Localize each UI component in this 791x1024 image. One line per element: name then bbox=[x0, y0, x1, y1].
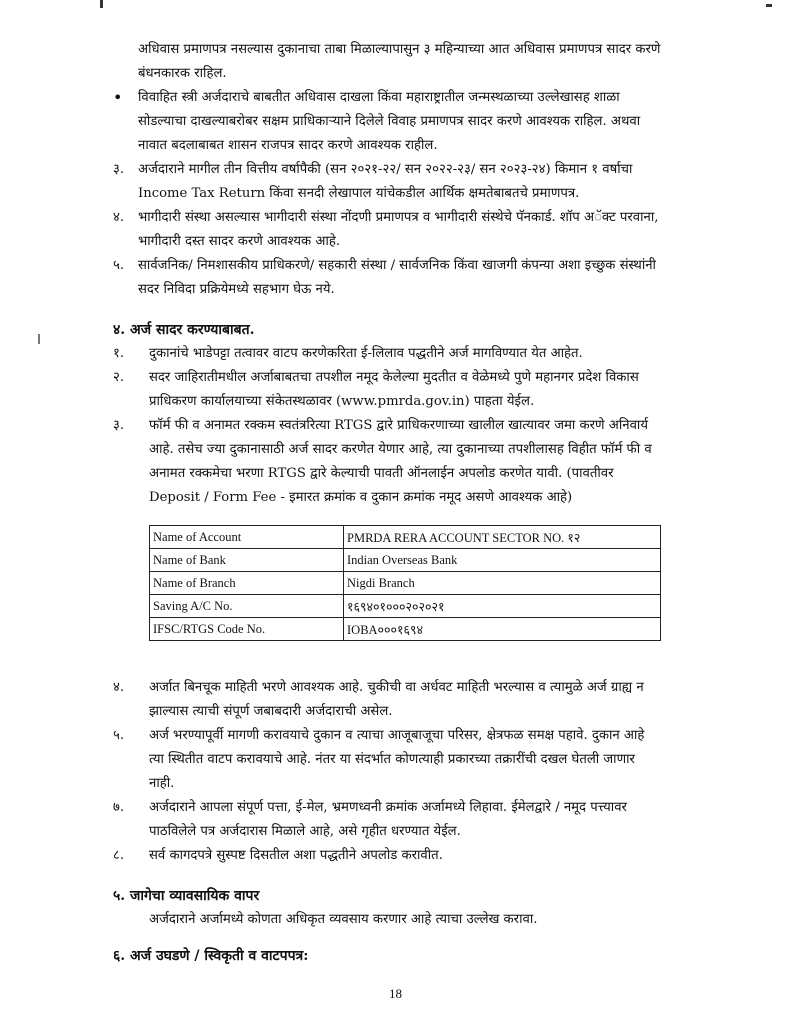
list-number: ५. bbox=[113, 258, 125, 273]
scan-mark bbox=[100, 0, 103, 8]
bullet-dot: • bbox=[113, 88, 123, 107]
list-number: ३. bbox=[113, 418, 125, 433]
scan-mark bbox=[38, 334, 40, 344]
list-number: २. bbox=[113, 370, 125, 385]
table-value: Indian Overseas Bank bbox=[344, 549, 661, 572]
list-number: ५. bbox=[113, 728, 125, 743]
list-item: दुकानांचे भाडेपट्टा तत्वावर वाटप करणेकरिता ई-लिलाव पद्धतीने अर्ज मागविण्यात येत आहेत. bbox=[149, 346, 583, 361]
bank-details-table bbox=[149, 525, 661, 641]
list-item: अर्जदाराने आपला संपूर्ण पत्ता, ई-मेल, भ्रमणध्वनी क्रमांक अर्जामध्ये लिहावा. ईमेलद्वारे / नमूद पत्त्यावर पाठविलेले पत्र अर्जदारास मिळाले आहे, असे गृहीत धरण्यात येईल. bbox=[149, 800, 627, 839]
table-row bbox=[150, 618, 661, 641]
page-number: 18 bbox=[389, 986, 402, 1001]
married-woman-note: विवाहित स्त्री अर्जदाराचे बाबतीत अधिवास दाखला किंवा महाराष्ट्रातील जन्मस्थळाच्या उल्लेखासह शाळा सोडल्याचा दाखल्याबरोबर सक्षम प्राधिकाऱ्याने दिलेले विवाह प्रमाणपत्र सादर करणे आवश्यक राहिल. अथवा नावात बदलाबाबत शासन राजपत्र सादर करणे आवश्यक राहील. bbox=[138, 90, 641, 153]
list-item: फॉर्म फी व अनामत रक्कम स्वतंत्ररित्या RTGS द्वारे प्राधिकरणाच्या खालील खात्यावर जमा करणे अनिवार्य आहे. तसेच ज्या दुकानासाठी अर्ज सादर करणेत येणार आहे, त्या दुकानाच्या तपशीलासह विहीत फॉर्म फी व अनामत रक्कमेचा भरणा RTGS द्वारे केल्याची पावती ऑनलाईन अपलोड करणेत यावी. (पावतीवर Deposit / Form Fee - इमारत क्रमांक व दुकान क्रमांक नमूद असणे आवश्यक आहे) bbox=[149, 418, 652, 505]
table-value: Nigdi Branch bbox=[344, 572, 661, 595]
table-value: PMRDA RERA ACCOUNT SECTOR NO. १२ bbox=[344, 526, 661, 549]
intro-paragraph: अधिवास प्रमाणपत्र नसल्यास दुकानाचा ताबा मिळाल्यापासुन ३ महिन्याच्या आत अधिवास प्रमाणपत्र सादर करणे बंधनकारक राहिल. bbox=[138, 42, 661, 81]
list-item: अर्जदाराने मागील तीन वित्तीय वर्षापैकी (सन २०२१-२२/ सन २०२२-२३/ सन २०२३-२४) किमान १ वर्षाचा Income Tax Return किंवा सनदी लेखापाल यांचेकडील आर्थिक क्षमतेबाबतचे प्रमाणपत्र. bbox=[138, 162, 633, 201]
section-heading: ४. अर्ज सादर करण्याबाबत. bbox=[113, 322, 255, 338]
table-key: Saving A/C No. bbox=[150, 595, 344, 618]
table-value: १६९४०१०००२०२०२१ bbox=[344, 595, 661, 618]
list-item: सर्व कागदपत्रे सुस्पष्ट दिसतील अशा पद्धतीने अपलोड करावीत. bbox=[149, 848, 443, 863]
list-item: भागीदारी संस्था असल्यास भागीदारी संस्था नोंदणी प्रमाणपत्र व भागीदारी संस्थेचे पॅनकार्ड. शॉप अॅक्ट परवाना, भागीदारी दस्त सादर करणे आवश्यक आहे. bbox=[138, 210, 659, 249]
list-number: ४. bbox=[113, 210, 125, 225]
table-key: IFSC/RTGS Code No. bbox=[150, 618, 344, 641]
table-key: Name of Bank bbox=[150, 549, 344, 572]
list-number: ४. bbox=[113, 680, 125, 695]
table-key: Name of Branch bbox=[150, 572, 344, 595]
table-row bbox=[150, 595, 661, 618]
section-heading: ५. जागेचा व्यावसायिक वापर bbox=[113, 888, 260, 904]
table-value: IOBA०००१६९४ bbox=[344, 618, 661, 641]
list-item: अर्ज भरण्यापूर्वी मागणी करावयाचे दुकान व त्याचा आजूबाजूचा परिसर, क्षेत्रफळ समक्ष पहावे. दुकान आहे त्या स्थितीत वाटप करावयाचे आहे. नंतर या संदर्भात कोणत्याही प्रकारच्या तक्रारींची दखल घेतली जाणार नाही. bbox=[149, 728, 645, 791]
table-row bbox=[150, 526, 661, 549]
table-key: Name of Account bbox=[150, 526, 344, 549]
list-number: ८. bbox=[113, 848, 125, 863]
list-number: १. bbox=[113, 346, 125, 361]
section-text: अर्जदाराने अर्जामध्ये कोणता अधिकृत व्यवसाय करणार आहे त्याचा उल्लेख करावा. bbox=[149, 912, 538, 927]
scan-mark bbox=[766, 4, 772, 7]
list-item: सदर जाहिरातीमधील अर्जाबाबतचा तपशील नमूद केलेल्या मुदतीत व वेळेमध्ये पुणे महानगर प्रदेश विकास प्राधिकरण कार्यालयाच्या संकेतस्थळावर (www.pmrda.gov.in) पाहता येईल. bbox=[149, 370, 639, 409]
section-heading: ६. अर्ज उघडणे / स्विकृती व वाटपपत्र: bbox=[113, 948, 309, 964]
list-number: ३. bbox=[113, 162, 125, 177]
list-item: अर्जात बिनचूक माहिती भरणे आवश्यक आहे. चुकीची वा अर्धवट माहिती भरल्यास व त्यामुळे अर्ज ग्राह्य न झाल्यास त्याची संपूर्ण जबाबदारी अर्जदाराची असेल. bbox=[149, 680, 644, 719]
table-row bbox=[150, 549, 661, 572]
list-number: ७. bbox=[113, 800, 125, 815]
table-row bbox=[150, 572, 661, 595]
list-item: सार्वजनिक/ निमशासकीय प्राधिकरणे/ सहकारी संस्था / सार्वजनिक किंवा खाजगी कंपन्या अशा इच्छुक संस्थांनी सदर निविदा प्रक्रियेमध्ये सहभाग घेऊ नये. bbox=[138, 258, 656, 297]
